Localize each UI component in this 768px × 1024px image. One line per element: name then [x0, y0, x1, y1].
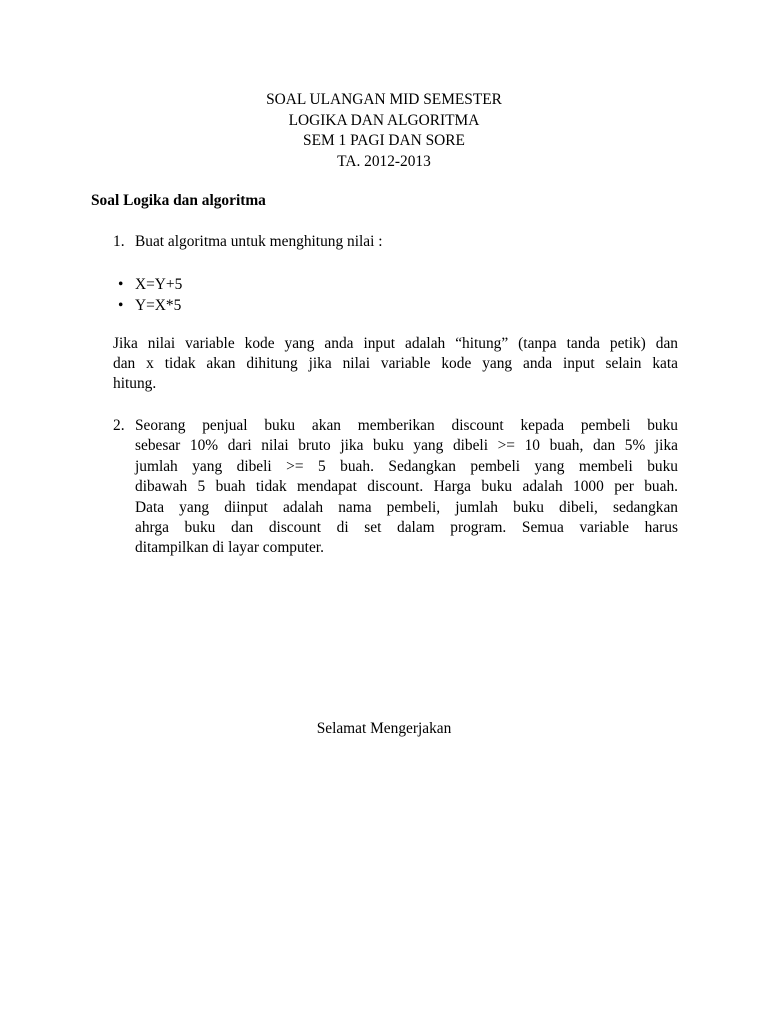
- question-2-line: jumlah yang dibeli >= 5 buah. Sedangkan pembeli yang membeli buku: [135, 457, 678, 475]
- question-2-line: Seorang penjual buku akan memberikan discount kepada pembeli buku: [135, 417, 678, 434]
- formula-item: [118, 295, 318, 316]
- bullet-icon: •: [118, 276, 124, 293]
- question-2-text: [135, 416, 678, 559]
- question-1-paragraph: [113, 334, 678, 394]
- closing-remark: Selamat Mengerjakan: [316, 720, 452, 737]
- paragraph-line: Jika nilai variable kode yang anda input adalah “hitung” (tanpa tanda petik) dan: [113, 335, 678, 352]
- header-exam-title: SOAL ULANGAN MID SEMESTER: [266, 91, 502, 108]
- document-header: [0, 90, 768, 172]
- question-2-number: 2.: [113, 417, 125, 434]
- question-2-line: ahrga buku dan discount di set dalam program. Semua variable harus: [135, 518, 678, 536]
- section-title: Soal Logika dan algoritma: [91, 192, 266, 209]
- question-2-line: ditampilkan di layar computer.: [135, 539, 324, 557]
- question-1-text: Buat algoritma untuk menghitung nilai :: [135, 233, 383, 250]
- question-2-line: dibawah 5 buah tidak mendapat discount. Harga buku adalah 1000 per buah.: [135, 478, 678, 496]
- header-class: SEM 1 PAGI DAN SORE: [303, 132, 465, 149]
- question-2-line: Data yang diinput adalah nama pembeli, jumlah buku dibeli, sedangkan: [135, 498, 678, 516]
- header-academic-year: TA. 2012-2013: [337, 152, 431, 170]
- formula-item: [118, 274, 318, 295]
- formula-text: Y=X*5: [135, 297, 182, 314]
- formula-list: [118, 274, 318, 316]
- bullet-icon: •: [118, 297, 124, 314]
- question-1-number: 1.: [113, 233, 125, 250]
- paragraph-line: hitung.: [113, 375, 157, 392]
- formula-text: X=Y+5: [135, 276, 183, 293]
- question-2-line: sebesar 10% dari nilai bruto jika buku yang dibeli >= 10 buah, dan 5% jika: [135, 437, 678, 455]
- paragraph-line: dan x tidak akan dihitung jika nilai variable kode yang anda input selain kata: [113, 355, 678, 372]
- header-subject: LOGIKA DAN ALGORITMA: [288, 111, 480, 129]
